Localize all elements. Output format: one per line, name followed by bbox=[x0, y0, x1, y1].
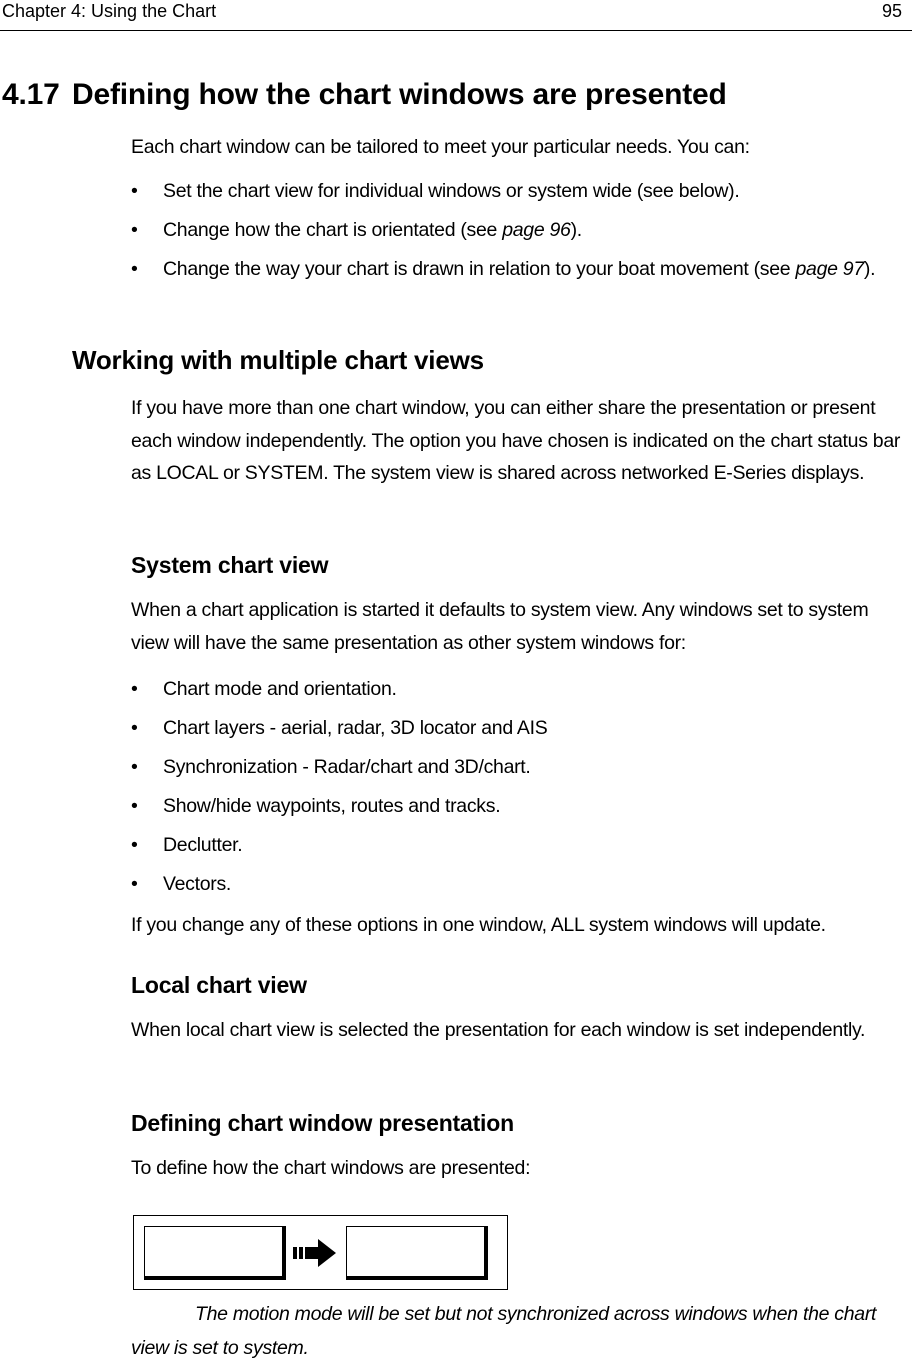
motion-mode-note: The motion mode will be set but not synchronized across windows when the chart view is set to system. bbox=[131, 1303, 877, 1359]
softkey-sequence-diagram bbox=[133, 1215, 508, 1290]
page-reference-link[interactable]: page 97 bbox=[795, 258, 864, 280]
list-item: • Declutter. bbox=[131, 829, 901, 861]
list-item: • Synchronization - Radar/chart and 3D/chart. bbox=[131, 751, 901, 783]
system-view-update-note: If you change any of these options in one window, ALL system windows will update. bbox=[131, 914, 826, 936]
softkey-button[interactable] bbox=[144, 1226, 286, 1280]
page-number: 95 bbox=[881, 1, 902, 21]
list-item: • Change the way your chart is drawn in relation to your boat movement (see page 97). bbox=[131, 253, 901, 285]
chapter-title: Chapter 4: Using the Chart bbox=[2, 1, 217, 21]
list-item: • Show/hide waypoints, routes and tracks. bbox=[131, 790, 901, 822]
list-item: • Chart layers - aerial, radar, 3D locator and AIS bbox=[131, 712, 901, 744]
list-item: • Set the chart view for individual windows or system wide (see below). bbox=[131, 175, 901, 207]
system-view-paragraph: When a chart application is started it defaults to system view. Any windows set to system view will have the same presentation as other system windows for: bbox=[131, 599, 869, 654]
softkey-button[interactable] bbox=[346, 1226, 488, 1280]
multiple-views-heading: Working with multiple chart views bbox=[72, 345, 484, 375]
list-item: • Change how the chart is orientated (see page 96). bbox=[131, 214, 901, 246]
local-view-paragraph: When local chart view is selected the presentation for each window is set independently. bbox=[131, 1019, 866, 1041]
page-header bbox=[0, 0, 912, 31]
system-view-bullet-list bbox=[131, 673, 901, 907]
list-item: • Chart mode and orientation. bbox=[131, 673, 901, 705]
defining-heading: Defining chart window presentation bbox=[131, 1110, 514, 1136]
section-heading bbox=[2, 78, 727, 112]
local-view-heading: Local chart view bbox=[131, 972, 307, 998]
multiple-views-paragraph: If you have more than one chart window, you can either share the presentation or present each window independently. The option you have chosen is indicated on the chart status bar as LOCAL or SYSTEM. The system view is shared across networked E-Series displays. bbox=[131, 397, 901, 484]
defining-paragraph: To define how the chart windows are presented: bbox=[131, 1157, 531, 1179]
page-reference-link[interactable]: page 96 bbox=[502, 219, 571, 241]
system-view-heading: System chart view bbox=[131, 552, 329, 578]
intro-bullet-list bbox=[131, 175, 901, 292]
intro-paragraph: Each chart window can be tailored to meet your particular needs. You can: bbox=[131, 136, 750, 158]
arrow-right-icon bbox=[292, 1238, 340, 1268]
section-number: 4.17 bbox=[2, 78, 60, 111]
list-item: • Vectors. bbox=[131, 868, 901, 900]
section-title: Defining how the chart windows are presented bbox=[72, 78, 727, 111]
